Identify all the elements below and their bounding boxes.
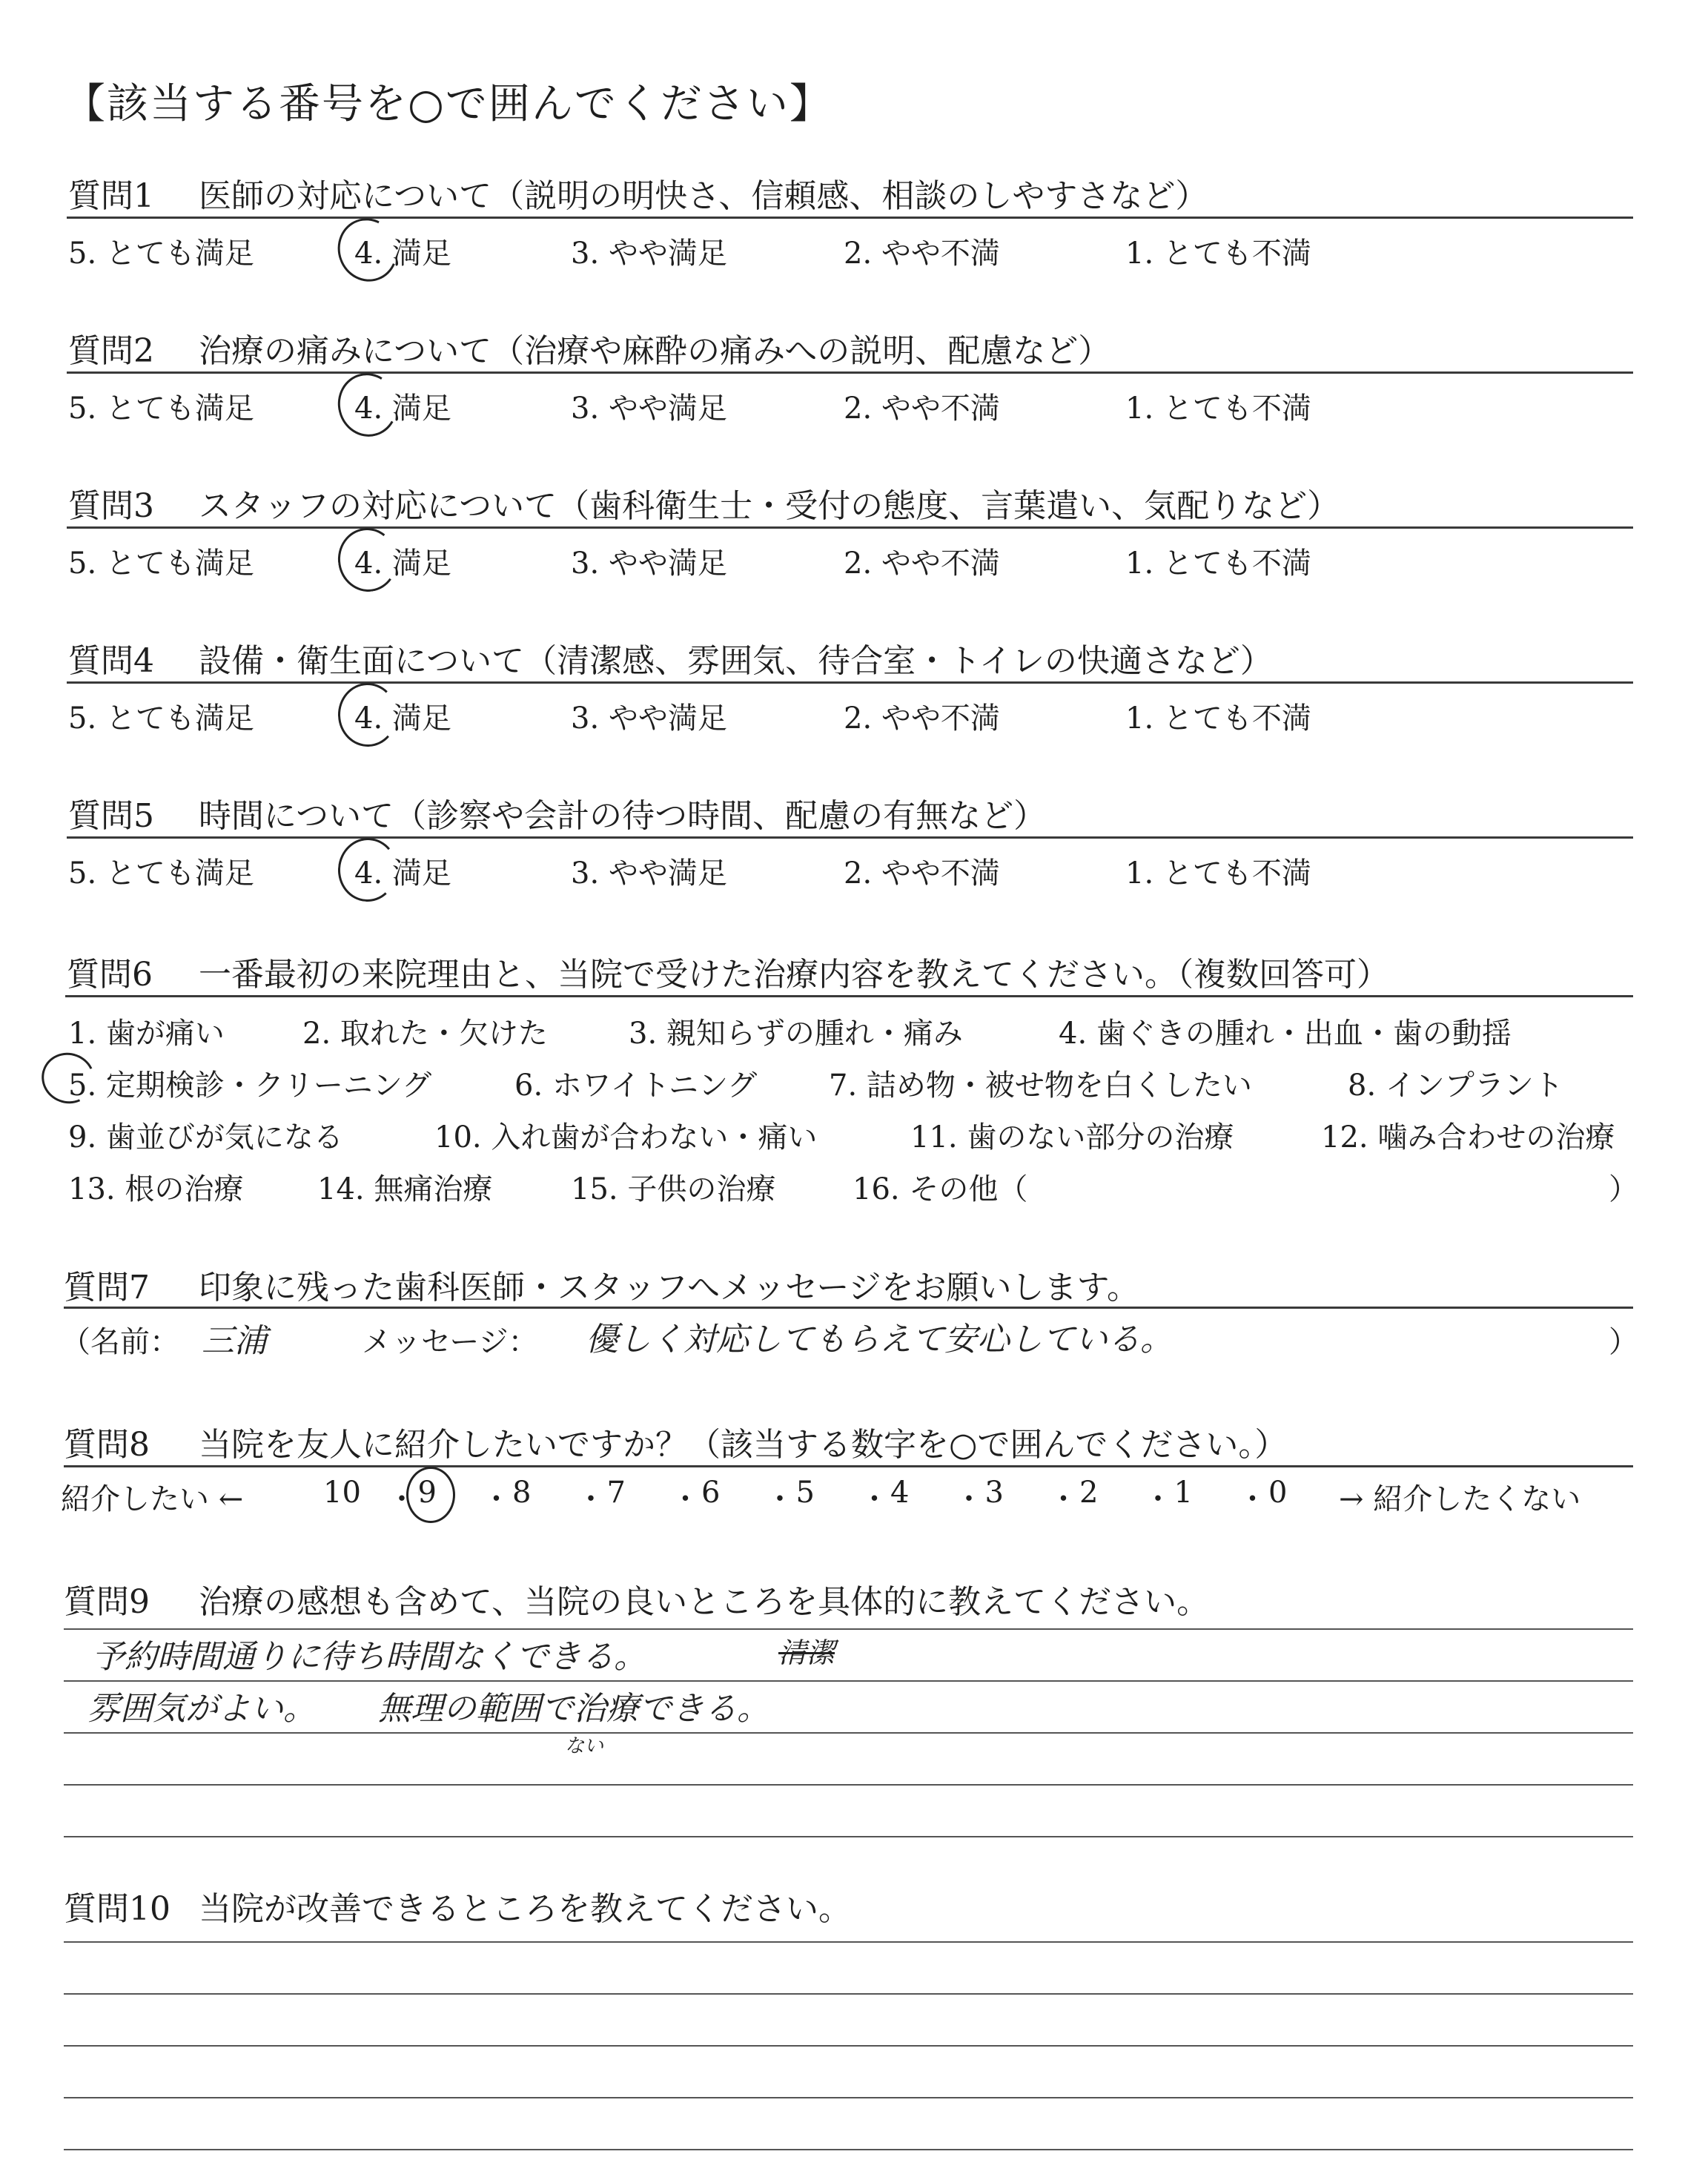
q8-text: 当院を友人に紹介したいですか？（該当する数字を○で囲んでください。） (199, 1426, 1288, 1464)
q9-answer-line-1[interactable]: 予約時間通りに待ち時間なくできる。 (92, 1638, 646, 1676)
q8-rule (64, 1465, 1633, 1467)
q7-text: 印象に残った歯科医師・スタッフへメッセージをお願いします。 (199, 1269, 1139, 1307)
q6-option-13[interactable]: 13. 根の治療 (68, 1172, 244, 1206)
q2-selected-circle (331, 367, 404, 443)
q2-option-3[interactable]: 3. やや満足 (571, 392, 727, 426)
q10-line-2[interactable] (64, 1993, 1633, 1995)
q5-option-1[interactable]: 1. とても不満 (1125, 856, 1311, 891)
q3-option-5[interactable]: 5. とても満足 (68, 546, 254, 581)
q4-option-2[interactable]: 2. やや不満 (844, 701, 1000, 736)
q5-option-5[interactable]: 5. とても満足 (68, 856, 254, 891)
q1-text: 医師の対応について（説明の明快さ、信頼感、相談のしやすさなど） (199, 177, 1208, 215)
q6-option-1[interactable]: 1. 歯が痛い (68, 1017, 225, 1051)
q8-left-label: 紹介したい ← (61, 1482, 244, 1516)
q8-scale-separator: ・ (765, 1482, 795, 1516)
q10-line-5[interactable] (64, 2149, 1633, 2150)
q8-scale-separator: ・ (1048, 1482, 1079, 1516)
q2-option-4[interactable]: 4. 満足 (354, 392, 451, 426)
q8-scale-9[interactable]: 9 (417, 1476, 437, 1510)
q4-option-4[interactable]: 4. 満足 (354, 701, 451, 736)
q10-line-1[interactable] (64, 1941, 1633, 1943)
q3-text: スタッフの対応について（歯科衛生士・受付の態度、言葉遣い、気配りなど） (199, 487, 1340, 525)
q7-rule (64, 1307, 1633, 1309)
q8-selected-circle (406, 1467, 455, 1523)
q2-option-1[interactable]: 1. とても不満 (1125, 392, 1311, 426)
q9-answer-strike: 清潔 (778, 1636, 835, 1669)
q1-option-2[interactable]: 2. やや不満 (844, 237, 1000, 271)
q6-other-close: ） (1609, 1172, 1638, 1206)
q6-option-11[interactable]: 11. 歯のない部分の治療 (910, 1120, 1234, 1155)
q4-label: 質問4 (68, 642, 154, 680)
q8-label: 質問8 (64, 1426, 150, 1464)
q1-rule (67, 217, 1633, 219)
q8-scale-5[interactable]: 5 (795, 1476, 815, 1510)
q3-selected-circle (334, 524, 401, 595)
q7-message-label: メッセージ： (362, 1325, 538, 1359)
q1-option-4[interactable]: 4. 満足 (354, 237, 451, 271)
q1-option-1[interactable]: 1. とても不満 (1125, 237, 1311, 271)
q8-scale-10[interactable]: 10 (323, 1476, 361, 1510)
q8-scale-3[interactable]: 3 (984, 1476, 1004, 1510)
q3-option-1[interactable]: 1. とても不満 (1125, 546, 1311, 581)
q8-scale-separator: ・ (954, 1482, 984, 1516)
q6-option-15[interactable]: 15. 子供の治療 (571, 1172, 776, 1206)
q9-answer-line-2a[interactable]: 雰囲気がよい。 (87, 1690, 316, 1728)
q8-scale-4[interactable]: 4 (890, 1476, 910, 1510)
q6-option-9[interactable]: 9. 歯並びが気になる (68, 1120, 343, 1155)
q9-line-5 (64, 1836, 1633, 1837)
q8-scale-separator: ・ (1143, 1482, 1173, 1516)
q7-name-label: （名前： (61, 1325, 179, 1359)
q6-option-2[interactable]: 2. 取れた・欠けた (302, 1017, 548, 1051)
q5-text: 時間について（診察や会計の待つ時間、配慮の有無など） (199, 797, 1047, 835)
q1-option-3[interactable]: 3. やや満足 (571, 237, 727, 271)
q9-line-3 (64, 1732, 1633, 1734)
q3-rule (67, 526, 1633, 529)
q5-rule (67, 836, 1633, 839)
q6-label: 質問6 (67, 956, 153, 994)
q8-scale-separator: ・ (1237, 1482, 1268, 1516)
form-title: 【該当する番号を○で囲んでください】 (64, 80, 833, 128)
q7-message-value[interactable]: 優しく対応してもらえて安心している。 (586, 1321, 1173, 1358)
q6-option-3[interactable]: 3. 親知らずの腫れ・痛み (629, 1017, 963, 1051)
q8-scale-0[interactable]: 0 (1268, 1476, 1288, 1510)
q6-option-10[interactable]: 10. 入れ歯が合わない・痛い (434, 1120, 818, 1155)
q9-text: 治療の感想も含めて、当院の良いところを具体的に教えてください。 (199, 1583, 1210, 1621)
q5-label: 質問5 (68, 797, 154, 835)
q5-selected-circle (336, 836, 400, 903)
q5-option-3[interactable]: 3. やや満足 (571, 856, 727, 891)
q4-option-1[interactable]: 1. とても不満 (1125, 701, 1311, 736)
q2-option-2[interactable]: 2. やや不満 (844, 392, 1000, 426)
q8-scale-8[interactable]: 8 (512, 1476, 532, 1510)
q6-option-8[interactable]: 8. インプラント (1348, 1069, 1563, 1103)
q3-option-3[interactable]: 3. やや満足 (571, 546, 727, 581)
q9-label: 質問9 (64, 1583, 150, 1621)
q2-text: 治療の痛みについて（治療や麻酔の痛みへの説明、配慮など） (199, 332, 1111, 370)
q7-close: ） (1609, 1325, 1638, 1359)
q6-option-12[interactable]: 12. 噛み合わせの治療 (1321, 1120, 1615, 1155)
q8-scale-separator: ・ (670, 1482, 701, 1516)
q9-answer-line-2b[interactable]: 無理の範囲で治療できる。 (378, 1690, 769, 1728)
q6-rule (65, 995, 1633, 997)
q3-option-4[interactable]: 4. 満足 (354, 546, 451, 581)
q2-label: 質問2 (68, 332, 154, 370)
q4-selected-circle (337, 682, 399, 748)
q10-line-4[interactable] (64, 2097, 1633, 2098)
q4-option-5[interactable]: 5. とても満足 (68, 701, 254, 736)
q6-option-7[interactable]: 7. 詰め物・被せ物を白くしたい (829, 1069, 1252, 1103)
q6-option-5[interactable]: 5. 定期検診・クリーニング (68, 1069, 432, 1103)
q8-scale-separator: ・ (481, 1482, 512, 1516)
q3-label: 質問3 (68, 487, 154, 525)
q10-text: 当院が改善できるところを教えてください。 (199, 1890, 851, 1928)
q8-scale-2[interactable]: 2 (1079, 1476, 1099, 1510)
q7-label: 質問7 (64, 1269, 150, 1307)
q5-option-2[interactable]: 2. やや不満 (844, 856, 1000, 891)
q1-selected-circle (329, 210, 407, 290)
q9-line-4 (64, 1784, 1633, 1786)
q8-scale-separator: ・ (859, 1482, 890, 1516)
q8-scale-1[interactable]: 1 (1174, 1476, 1193, 1510)
q5-option-4[interactable]: 4. 満足 (354, 856, 451, 891)
q4-text: 設備・衛生面について（清潔感、雰囲気、待合室・トイレの快適さなど） (199, 642, 1273, 680)
q8-right-label: → 紹介したくない (1339, 1482, 1581, 1516)
q1-label: 質問1 (68, 177, 154, 215)
q10-line-3[interactable] (64, 2045, 1633, 2047)
q6-option-14[interactable]: 14. 無痛治療 (317, 1172, 493, 1206)
q2-rule (67, 371, 1633, 374)
q8-scale-separator: ・ (576, 1482, 606, 1516)
q7-name-value[interactable]: 三浦 (202, 1322, 267, 1360)
q8-scale-7[interactable]: 7 (606, 1476, 626, 1510)
q4-rule (67, 681, 1633, 684)
q1-option-5[interactable]: 5. とても満足 (68, 237, 254, 271)
q9-answer-insert: ない (565, 1735, 604, 1757)
q6-option-4[interactable]: 4. 歯ぐきの腫れ・出血・歯の動揺 (1059, 1017, 1512, 1051)
q6-option-6[interactable]: 6. ホワイトニング (514, 1069, 758, 1103)
q4-option-3[interactable]: 3. やや満足 (571, 701, 727, 736)
q8-scale-6[interactable]: 6 (701, 1476, 721, 1510)
q3-option-2[interactable]: 2. やや不満 (844, 546, 1000, 581)
q10-label: 質問10 (64, 1890, 171, 1928)
q6-text: 一番最初の来院理由と、当院で受けた治療内容を教えてください。（複数回答可） (199, 956, 1389, 994)
q2-option-5[interactable]: 5. とても満足 (68, 392, 254, 426)
q8-scale-separator: ・ (387, 1482, 417, 1516)
q6-option-16[interactable]: 16. その他（ (853, 1172, 1028, 1206)
